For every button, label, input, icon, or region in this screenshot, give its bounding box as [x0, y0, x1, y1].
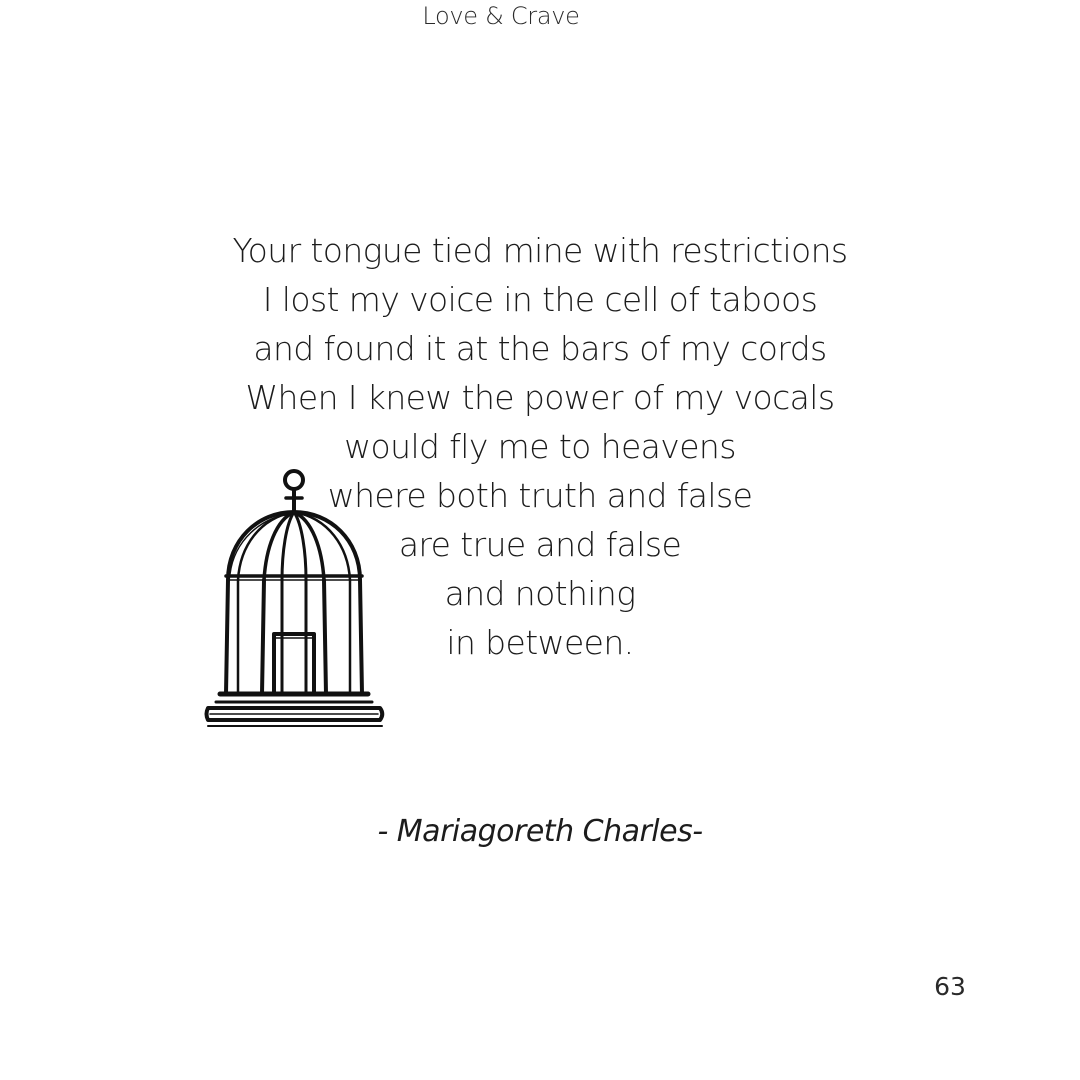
- poem-line: When I knew the power of my vocals: [245, 378, 835, 417]
- poem-line: and nothing: [444, 574, 636, 613]
- poem-line: where both truth and false: [327, 476, 753, 515]
- author-signature: - Mariagoreth Charles-: [377, 814, 703, 849]
- poem-line: I lost my voice in the cell of taboos: [262, 280, 818, 319]
- page-number: 63: [934, 972, 966, 1001]
- poem-line: in between.: [446, 623, 634, 662]
- book-title: Love & Crave: [422, 2, 580, 30]
- poem-line: and found it at the bars of my cords: [253, 329, 827, 368]
- birdcage-icon: [200, 462, 388, 734]
- poem-line: Your tongue tied mine with restrictions: [232, 231, 848, 270]
- cage-ring: [285, 471, 303, 489]
- poem-line: would fly me to heavens: [344, 427, 736, 466]
- poem-line: are true and false: [398, 525, 682, 564]
- poem-body: [0, 226, 1080, 667]
- cage-door: [274, 634, 314, 694]
